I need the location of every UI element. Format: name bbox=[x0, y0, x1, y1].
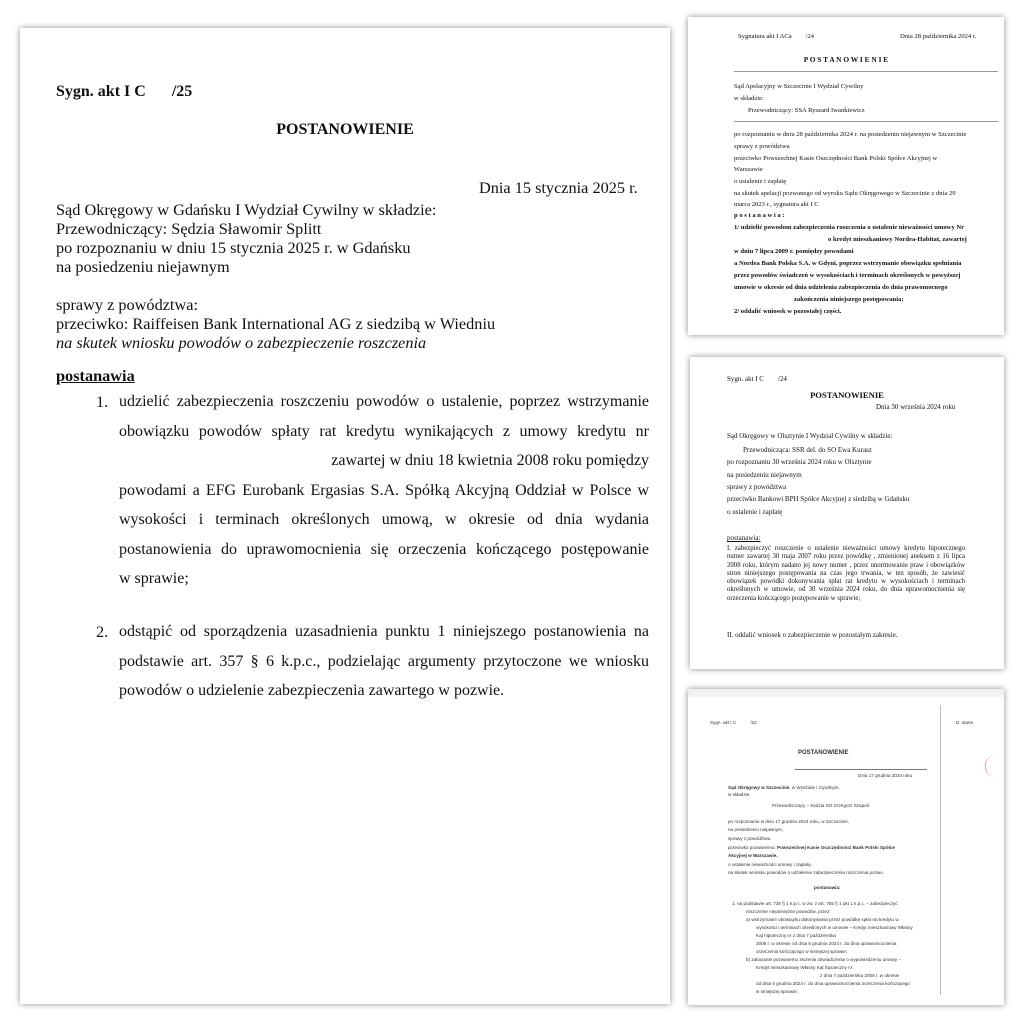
item-1-line: udzielić zabezpieczenia roszczeniu powodów o ustalenie, poprzez wstrzymanie bbox=[119, 393, 649, 410]
item-1-text bbox=[119, 387, 649, 594]
doc-a-signature bbox=[738, 32, 814, 42]
document-title: POSTANOWIENIE bbox=[276, 121, 414, 138]
hearing-line: po rozpoznaniu w dniu 15 stycznia 2025 r. w Gdańsku bbox=[56, 238, 411, 257]
doc-c-item-line: w niniejszej sprawie; bbox=[756, 989, 798, 994]
document-date: Dnia 15 stycznia 2025 r. bbox=[479, 178, 638, 197]
scan-top-bar bbox=[688, 689, 1004, 697]
hearing-type-line: na posiedzeniu niejawnym bbox=[56, 257, 230, 276]
doc-a-separator bbox=[734, 121, 998, 122]
doc-b-line: Sąd Okręgowy w Olsztynie I Wydział Cywilny w składzie: bbox=[727, 432, 893, 440]
doc-c-signature bbox=[710, 720, 757, 726]
doc-c-item-line: wysokości i terminach określonych w umowie – Kredyt mieszkaniowy Własny bbox=[756, 925, 913, 930]
case-signature-text: Sygn. akt I C bbox=[56, 83, 146, 100]
doc-c-line: Przewodniczący – Sędzia SO Grzegorz Szapoń bbox=[772, 803, 870, 808]
doc-c-line: na skutek wniosku powodów o udzielenie zabezpieczenia roszczenia pozwu bbox=[728, 870, 883, 875]
item-2-line: odstąpić od sporządzenia uzasadnienia punktu 1 niniejszego postanowienia na bbox=[119, 623, 649, 640]
doc-a-line: w dniu 7 lipca 2009 r. pomiędzy powodami bbox=[734, 248, 854, 255]
doc-a-line: przez powodów świadczeń w wysokościach i terminach określonych w powyższej bbox=[734, 272, 961, 279]
doc-b-line: Przewodnicząca: SSR del. do SO Ewa Kurasz bbox=[743, 446, 872, 454]
doc-a-line: 1/ udzielić powodom zabezpieczenia roszczenia o ustalenie nieważności umowy Nr bbox=[734, 224, 965, 231]
item-2-line: podstawie art. 357 § 6 k.p.c., podzielając argumenty przytoczone we wniosku bbox=[119, 652, 649, 670]
doc-c-line: na posiedzeniu niejawnym, bbox=[728, 827, 784, 832]
doc-a-line: Sąd Apelacyjny w Szczecinie I Wydział Cywilny bbox=[734, 83, 864, 90]
doc-a-signature-number: /24 bbox=[805, 33, 815, 40]
motion-line: na skutek wniosku powodów o zabezpieczenie roszczenia bbox=[56, 333, 427, 352]
doc-c-line bbox=[728, 845, 895, 851]
doc-c-separator bbox=[795, 769, 927, 770]
doc-c-item-line: 2008 r. w okresie od dnia 5 grudnia 2024 r. do dnia uprawomocnienia bbox=[756, 941, 897, 946]
doc-c-item-line: a) wstrzymanie obowiązku dokonywania przez powódkę spłat rat kredytu w bbox=[746, 917, 899, 922]
ruling-heading: postanawia bbox=[56, 366, 135, 385]
item-1-line: zawartej w dniu 18 kwietnia 2008 roku pomiędzy bbox=[331, 452, 649, 469]
doc-a-line: w składzie: bbox=[734, 95, 764, 102]
item-1-line: obowiązku powodów spłaty rat kredytu wynikających z umowy kredytu nr bbox=[119, 422, 649, 440]
main-document-page bbox=[20, 28, 670, 1004]
doc-c-item-line: z dnia 7 października 2008 r. w okresie bbox=[820, 973, 900, 978]
doc-c-date: Dnia 17 grudnia 2024 roku bbox=[858, 773, 913, 778]
doc-c-item-line: Kredyt mieszkaniowy Własny Kąt hipoteczny nr bbox=[756, 965, 853, 970]
doc-a-line: a Nordea Bank Polska S.A. w Gdyni, poprzez wstrzymanie obowiązku spełniania bbox=[734, 260, 962, 267]
doc-a-line: Warszawie bbox=[734, 166, 763, 173]
defendant-line: przeciwko: Raiffeisen Bank International AG z siedzibą w Wiedniu bbox=[56, 314, 496, 333]
doc-c-item-line: roszczenie niepieniężne powodów, przez: bbox=[746, 909, 831, 914]
doc-a-line: marca 2023 r., sygnatura akt I C bbox=[734, 201, 819, 208]
doc-c-title: POSTANOWIENIE bbox=[798, 750, 849, 756]
item-1-line: postanowienia do uprawomocnienia się orzeczenia kończącego postępowanie bbox=[119, 540, 649, 558]
doc-a-date: Dnia 28 października 2024 r. bbox=[900, 33, 977, 40]
doc-b-title: POSTANOWIENIE bbox=[810, 390, 884, 400]
item-2-text bbox=[119, 617, 649, 706]
appeal-court-document-page bbox=[688, 17, 1004, 335]
doc-a-line: p o s t a n a w i a : bbox=[734, 212, 785, 219]
doc-a-line: po rozpoznaniu w dniu 28 października 2024 r. na posiedzeniu niejawnym w Szczecinie bbox=[734, 131, 967, 138]
doc-c-item-line: b) zakazanie pozwanemu złożenia oświadczenia o wypowiedzeniu umowy – bbox=[746, 957, 901, 962]
doc-b-signature bbox=[727, 375, 787, 384]
doc-b-line: po rozpoznaniu 30 września 2024 roku w Olsztynie bbox=[727, 458, 872, 466]
doc-c-item-line: Kąt hipoteczny nr z dnia 7 października bbox=[756, 933, 836, 938]
item-2-line: powodów o udzielenie zabezpieczenia zawartego w pozwie. bbox=[119, 682, 505, 699]
doc-b-point-1: I. zabezpieczyć roszczenie o ustalenie nieważności umowy kredytu hipotecznego numer zawartej 30 maja 2007 roku przez powódkę , zmienionej aneksem z 16 lipca 2008 roku, którym nadano jej nowy numer , przez unormowanie praw i obowiązków stron niniejszego postępowania na czas jego trwania, w ten sposób, że zawiesić obowiązek powódki dokonywania spłat rat kredytu w wysokościach i terminach określonych w umowie, od 30 września 2024 roku, do dnia uprawomocnienia się orzeczenia kończącego postępowanie w sprawie; bbox=[727, 545, 965, 602]
doc-a-separator bbox=[734, 71, 998, 72]
doc-a-line: sprawy z powództwa bbox=[734, 143, 790, 150]
doc-a-line: o kredyt mieszkaniowy Nordea-Habitat, zawartej bbox=[828, 236, 967, 243]
doc-c-line: sprawy z powództwa bbox=[728, 836, 771, 841]
szczecin-court-document-page bbox=[688, 689, 1004, 1005]
doc-a-title: P O S T A N O W I E N I E bbox=[803, 55, 889, 64]
doc-c-court-name: Sąd Okręgowy w Szczecinie bbox=[728, 785, 790, 790]
doc-a-line: 2/ oddalić wniosek w pozostałej części. bbox=[734, 308, 842, 315]
doc-c-line: po rozpoznaniu w dniu 17 grudnia 2024 roku, w Szczecinie, bbox=[728, 819, 850, 824]
doc-b-ruling-heading: postanawia: bbox=[727, 534, 761, 542]
page-fold-line bbox=[940, 705, 941, 995]
chair-line: Przewodniczący: Sędzia Sławomir Splitt bbox=[56, 219, 322, 238]
doc-c-signature-text: Sygn. akt I C bbox=[710, 720, 737, 725]
item-1-line: powodami a EFG Eurobank Ergasias S.A. Spółką Akcyjną Oddział w Polsce w bbox=[119, 481, 649, 499]
court-line: Sąd Okręgowy w Gdańsku I Wydział Cywilny w składzie: bbox=[56, 200, 437, 219]
olsztyn-court-document-page bbox=[690, 357, 1004, 669]
item-1-number: 1. bbox=[96, 392, 109, 411]
doc-c-court-line bbox=[728, 785, 840, 791]
red-stamp-edge bbox=[985, 755, 1002, 777]
case-line: sprawy z powództwa: bbox=[56, 295, 198, 314]
doc-a-line: zakończenia niniejszego postępowania; bbox=[794, 296, 904, 303]
doc-a-line: o ustalenie i zapłatę bbox=[734, 178, 787, 185]
doc-b-line: na posiedzeniu niejawnym bbox=[727, 471, 802, 479]
doc-a-line: Przewodniczący: SSA Ryszard Iwankiewicz bbox=[748, 107, 865, 114]
doc-c-line: Akcyjnej w Warszawie, bbox=[728, 853, 778, 858]
doc-b-signature-text: Sygn. akt I C bbox=[727, 375, 764, 383]
doc-c-right-label: D. starie bbox=[956, 720, 974, 725]
doc-c-defendant-name: Powszechnej Kasie Oszczędności Bank Polski Spółce bbox=[777, 845, 895, 850]
doc-c-item-line: 1. na podstawie art. 730 § 1 k.p.c. w zw. z art. 755 § 1 pkt 1 k.p.c. – zabezpieczyć bbox=[732, 901, 898, 906]
doc-c-defendant-label: przeciwko pozwanemu: bbox=[728, 845, 778, 850]
doc-c-item-line: od dnia 5 grudnia 2024 r. do dnia uprawomocnienia orzeczenia kończącego bbox=[756, 981, 910, 986]
doc-c-item-line: orzeczenia kończącego w niniejszej sprawie; bbox=[756, 949, 848, 954]
doc-b-line: przeciwko Bankowi BPH Spółce Akcyjnej z siedzibą w Gdańsku bbox=[727, 495, 910, 503]
doc-c-court-division: , w Wydziale I Cywilnym, bbox=[789, 785, 840, 790]
case-signature-number: /25 bbox=[171, 83, 193, 100]
doc-c-line: o ustalenie nieważności umowy i zapłatę, bbox=[728, 862, 813, 867]
item-1-line: wysokości i terminach określonych umową, w okresie od dnia wydania bbox=[119, 511, 649, 528]
doc-a-line: na skutek apelacji pozwanego od wyroku Sądu Okręgowego w Szczecinie z dnia 29 bbox=[734, 190, 956, 197]
doc-c-line: w składzie: bbox=[728, 792, 751, 797]
item-2-number: 2. bbox=[96, 622, 109, 641]
doc-b-point-2: II. oddalić wniosek o zabezpieczenie w pozostałym zakresie. bbox=[727, 631, 898, 639]
doc-b-line: o ustalenie i zapłatę bbox=[727, 508, 783, 516]
doc-c-signature-number: /24 bbox=[750, 720, 757, 725]
doc-b-line: sprawy z powództwa bbox=[727, 483, 787, 491]
doc-a-signature-text: Sygnatura akt I ACa bbox=[738, 33, 792, 40]
doc-a-line: umowie w okresie od dnia udzielenia zabezpieczenia do dnia prawomocnego bbox=[734, 284, 948, 291]
doc-a-line: przeciwko Powszechnej Kasie Oszczędności Bank Polski Spółce Akcyjnej w bbox=[734, 155, 938, 162]
doc-b-date: Dnia 30 września 2024 roku bbox=[876, 403, 956, 411]
doc-c-ruling-heading: postanawia: bbox=[814, 885, 841, 890]
case-signature bbox=[56, 83, 192, 101]
item-1-line: w sprawie; bbox=[119, 570, 189, 587]
doc-b-signature-number: /24 bbox=[777, 375, 787, 383]
